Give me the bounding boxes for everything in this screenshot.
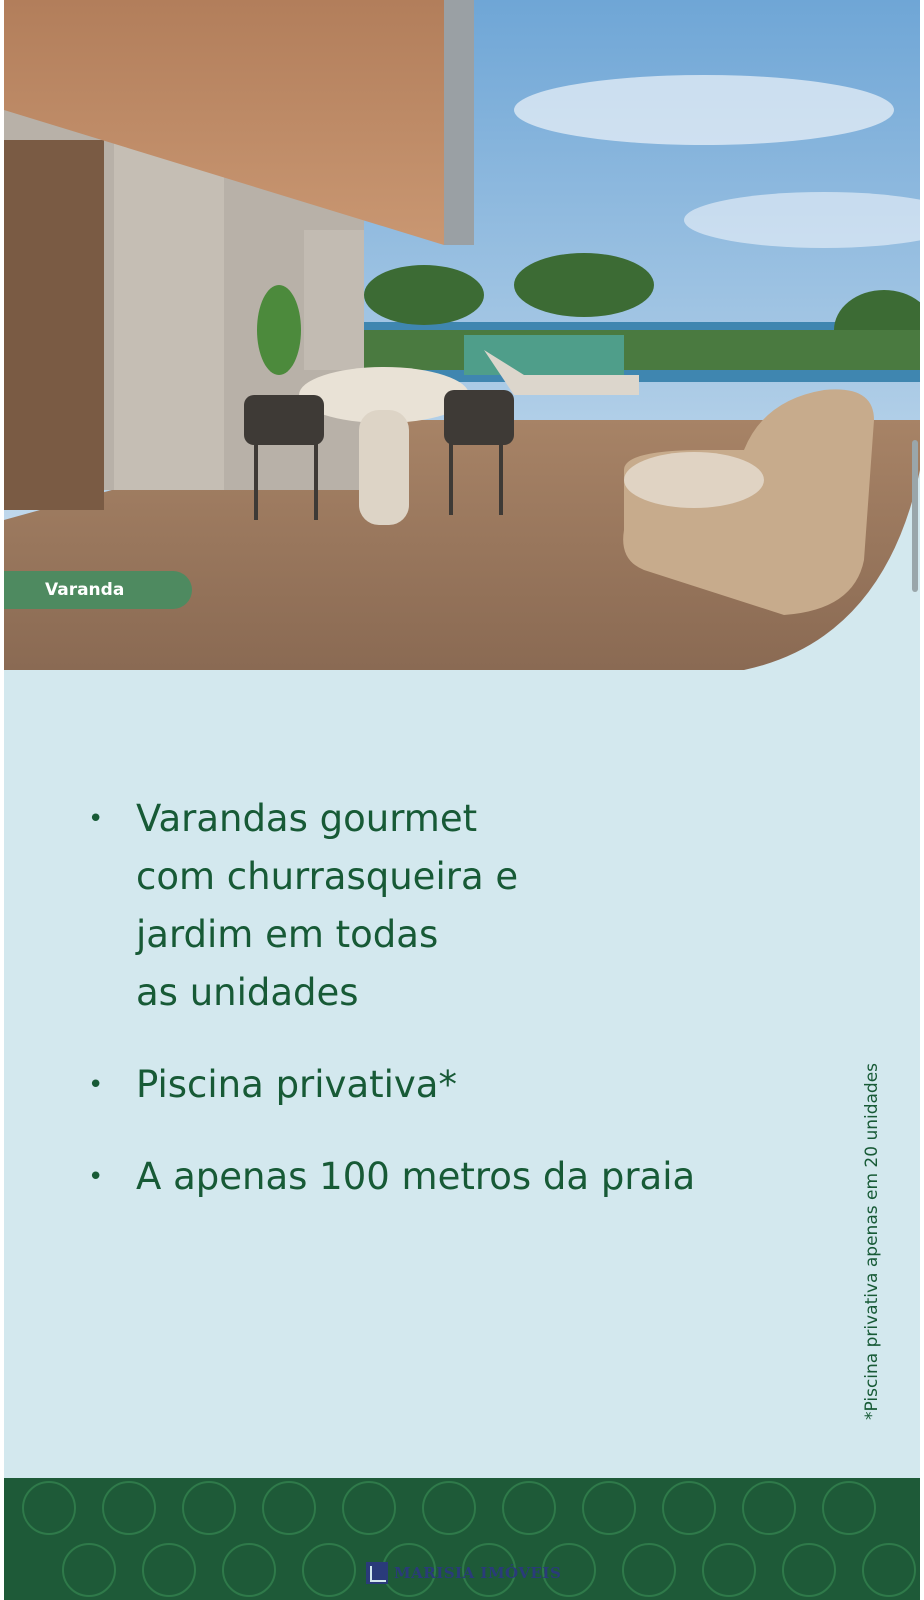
feature-text: Piscina privativa*: [136, 1063, 457, 1106]
brand-mark-icon: [366, 1562, 388, 1584]
bullet-icon: •: [88, 804, 104, 834]
scrollbar[interactable]: [912, 440, 918, 592]
feature-text: Varandas gourmet com churrasqueira e jardim em todas as unidades: [136, 797, 519, 1014]
feature-item: [86, 1148, 786, 1206]
footnote: *Piscina privativa apenas em 20 unidades: [862, 1062, 882, 1420]
photo-tag: [4, 571, 192, 609]
bullet-icon: •: [88, 1070, 104, 1100]
brand-name: MARISIA IMÓVEIS: [394, 1564, 562, 1582]
photo-tag-label: Varanda: [45, 580, 125, 600]
feature-list: [86, 790, 786, 1240]
feature-text: A apenas 100 metros da praia: [136, 1155, 696, 1198]
hero-photo: [4, 0, 920, 670]
bullet-icon: •: [88, 1162, 104, 1192]
feature-item: [86, 1056, 786, 1114]
balcony-illustration: [4, 0, 920, 670]
feature-item: [86, 790, 786, 1022]
brand-logo: [366, 1560, 561, 1586]
page: [4, 0, 920, 1600]
